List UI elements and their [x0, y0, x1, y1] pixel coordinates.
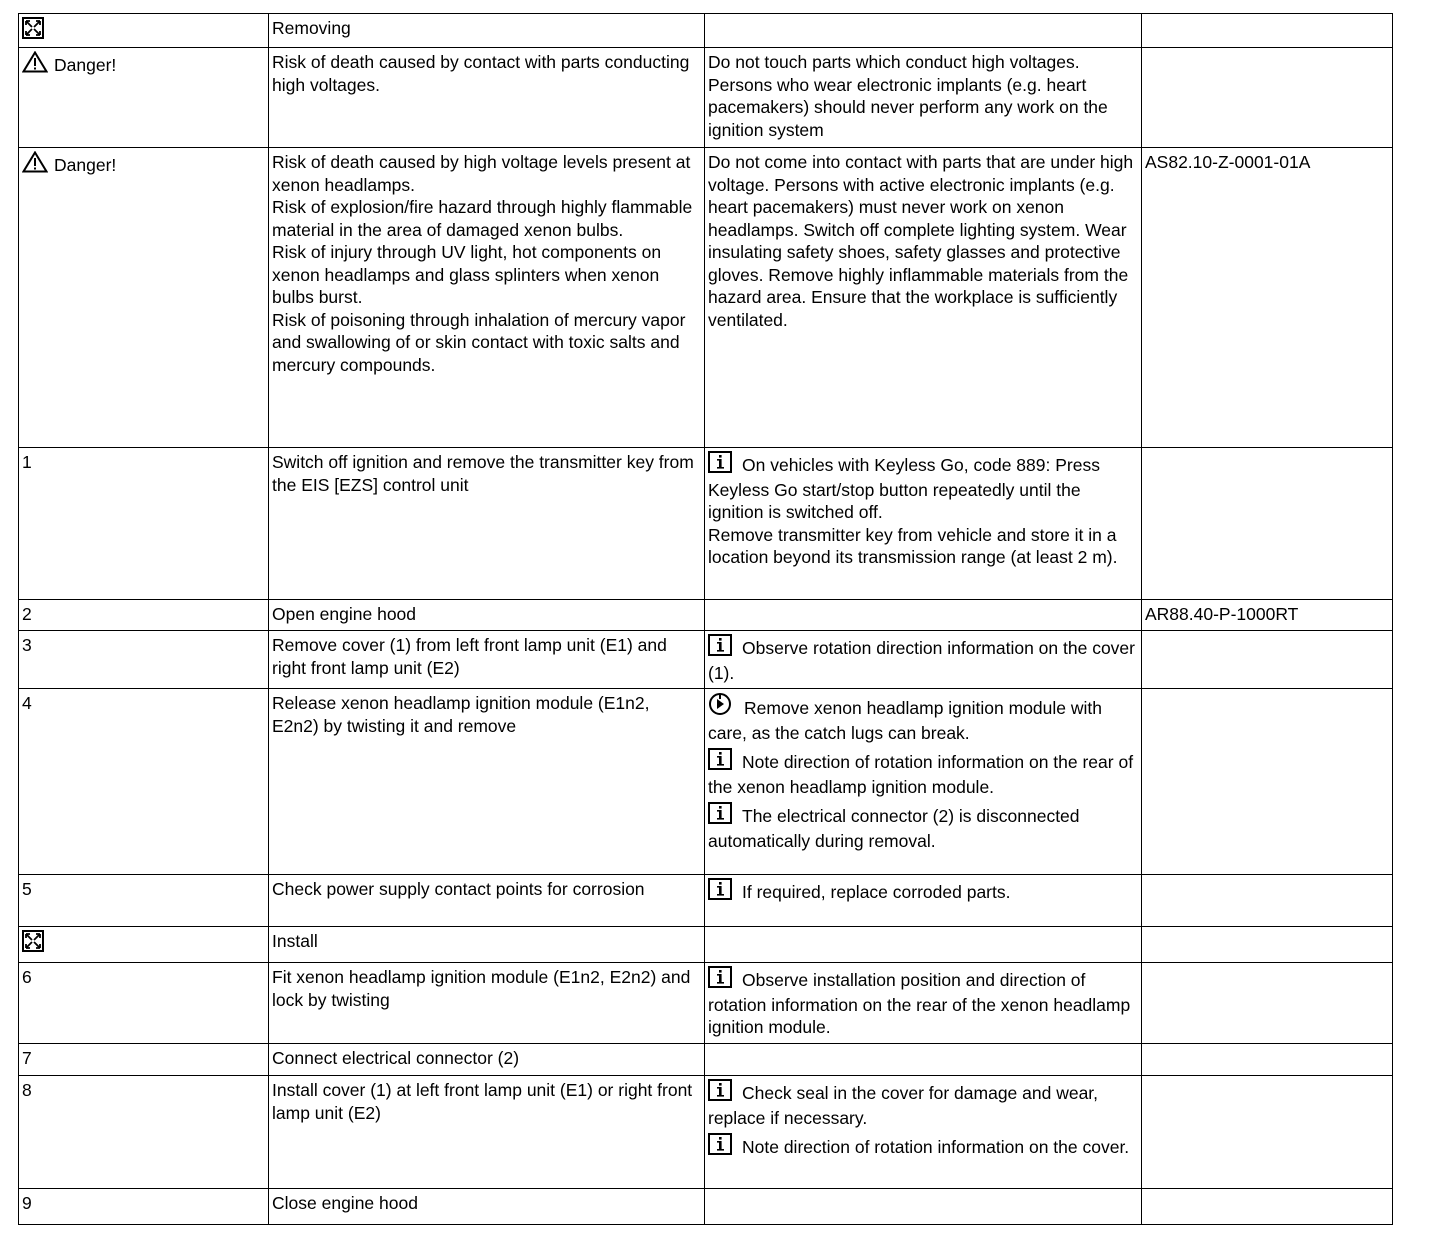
step-cell — [19, 927, 269, 963]
step-cell — [19, 631, 269, 689]
install-icon — [22, 936, 44, 956]
reference-cell — [1142, 927, 1393, 963]
info-icon — [708, 634, 732, 662]
work-step-cell — [269, 14, 705, 48]
reference-code: AS82.10-Z-0001-01A — [1145, 152, 1311, 172]
info-icon — [708, 802, 732, 830]
note — [708, 451, 1138, 569]
danger-label: Danger! — [54, 55, 117, 75]
step-number: 6 — [22, 967, 32, 987]
info-icon — [708, 878, 732, 906]
work-step-text: Connect electrical connector (2) — [272, 1048, 520, 1068]
work-step-cell — [269, 927, 705, 963]
step-cell — [19, 689, 269, 875]
section-label: Install — [272, 931, 318, 951]
work-step-cell — [269, 1044, 705, 1076]
step-number: 5 — [22, 879, 32, 899]
table-row — [19, 148, 1393, 448]
work-step-text: Switch off ignition and remove the transmitter key from the EIS [EZS] control unit — [272, 452, 694, 495]
reference-cell — [1142, 14, 1393, 48]
note-cell — [705, 963, 1142, 1044]
risk-cell — [269, 48, 705, 148]
note-cell — [705, 600, 1142, 631]
step-number: 3 — [22, 635, 32, 655]
risk-text: Risk of explosion/fire hazard through highly flammable material in the area of damaged xenon bulbs. — [272, 197, 693, 240]
table-row — [19, 963, 1393, 1044]
table-row — [19, 631, 1393, 689]
removing-icon — [22, 23, 44, 43]
note-cell — [705, 448, 1142, 600]
measure-text: Do not touch parts which conduct high voltages. Persons who wear electronic implants (e.g. heart pacemakers) should never perform any work on the ignition system — [708, 52, 1108, 140]
info-icon — [708, 748, 732, 776]
reference-cell — [1142, 448, 1393, 600]
note — [708, 634, 1138, 684]
info-icon — [708, 451, 732, 479]
note — [708, 1079, 1138, 1129]
step-cell — [19, 14, 269, 48]
step-number: 7 — [22, 1048, 32, 1068]
work-step-text: Release xenon headlamp ignition module (E1n2, E2n2) by twisting it and remove — [272, 693, 650, 736]
step-cell — [19, 1189, 269, 1225]
work-step-cell — [269, 1189, 705, 1225]
work-step-text: Close engine hood — [272, 1193, 418, 1213]
risk-cell — [269, 148, 705, 448]
note-cell — [705, 14, 1142, 48]
note — [708, 692, 1138, 744]
table-row — [19, 600, 1393, 631]
table-row — [19, 1189, 1393, 1225]
risk-text: Risk of death caused by contact with parts conducting high voltages. — [272, 52, 690, 95]
note-cell — [705, 689, 1142, 875]
section-label: Removing — [272, 18, 351, 38]
step-cell — [19, 448, 269, 600]
info-icon — [708, 1133, 732, 1161]
table-row — [19, 927, 1393, 963]
reference-cell — [1142, 1189, 1393, 1225]
risk-text: Risk of death caused by high voltage levels present at xenon headlamps. — [272, 152, 691, 195]
note — [708, 748, 1138, 798]
measure-text: Do not come into contact with parts that are under high voltage. Persons with active electronic implants (e.g. heart pacemakers) must never work on xenon headlamps. Switch off complete lighting system. Wear insulating safety shoes, safety glasses and protective gloves. Remove highly inflammable materials from the hazard area. Ensure that the workplace is sufficiently ventilated. — [708, 152, 1134, 330]
reference-cell — [1142, 600, 1393, 631]
step-number: 4 — [22, 693, 32, 713]
procedure-table — [18, 13, 1393, 1225]
step-number: 9 — [22, 1193, 32, 1213]
note-cell — [705, 927, 1142, 963]
work-step-text: Check power supply contact points for corrosion — [272, 879, 645, 899]
table-row — [19, 14, 1393, 48]
step-number: 1 — [22, 452, 32, 472]
step-cell — [19, 963, 269, 1044]
reference-cell — [1142, 1076, 1393, 1189]
work-step-cell — [269, 875, 705, 927]
note-text: Observe rotation direction information on the cover (1). — [708, 638, 1135, 683]
step-cell — [19, 1076, 269, 1189]
table-row — [19, 1044, 1393, 1076]
note — [708, 966, 1138, 1039]
note-cell — [705, 631, 1142, 689]
danger-icon — [22, 51, 48, 79]
risk-text: Risk of poisoning through inhalation of mercury vapor and swallowing of or skin contact with toxic salts and mercury compounds. — [272, 309, 686, 375]
note-text: If required, replace corroded parts. — [742, 882, 1011, 902]
note-cell — [705, 875, 1142, 927]
reference-cell — [1142, 48, 1393, 148]
note-text: On vehicles with Keyless Go, code 889: Press Keyless Go start/stop button repeatedly until the ignition is switched off. Remove transmitter key from vehicle and store it in a location beyond its transmission range (at least 2 m). — [708, 455, 1118, 567]
work-step-text: Remove cover (1) from left front lamp unit (E1) and right front lamp unit (E2) — [272, 635, 667, 678]
note-text: Note direction of rotation information on the cover. — [742, 1137, 1130, 1157]
reference-cell — [1142, 148, 1393, 448]
work-step-cell — [269, 1076, 705, 1189]
info-icon — [708, 966, 732, 994]
step-cell — [19, 48, 269, 148]
note — [708, 802, 1138, 852]
reference-cell — [1142, 963, 1393, 1044]
table-row — [19, 448, 1393, 600]
note-text: Remove xenon headlamp ignition module with care, as the catch lugs can break. — [708, 698, 1102, 743]
work-step-cell — [269, 448, 705, 600]
note-text: Check seal in the cover for damage and wear, replace if necessary. — [708, 1083, 1099, 1128]
measure-cell — [705, 148, 1142, 448]
work-step-cell — [269, 600, 705, 631]
measure-cell — [705, 48, 1142, 148]
table-row — [19, 1076, 1393, 1189]
step-cell — [19, 600, 269, 631]
step-cell — [19, 875, 269, 927]
reference-cell — [1142, 631, 1393, 689]
reference-cell — [1142, 689, 1393, 875]
note-cell — [705, 1076, 1142, 1189]
note-cell — [705, 1189, 1142, 1225]
danger-icon — [22, 151, 48, 179]
reference-code: AR88.40-P-1000RT — [1145, 604, 1299, 624]
step-cell — [19, 148, 269, 448]
work-step-text: Open engine hood — [272, 604, 417, 624]
table-row — [19, 875, 1393, 927]
step-number: 8 — [22, 1080, 32, 1100]
risk-text: Risk of injury through UV light, hot components on xenon headlamps and glass splinters when xenon bulbs burst. — [272, 242, 662, 307]
note-text: Note direction of rotation information on the rear of the xenon headlamp ignition module. — [708, 752, 1134, 797]
note-cell — [705, 1044, 1142, 1076]
reference-cell — [1142, 875, 1393, 927]
work-step-cell — [269, 963, 705, 1044]
info-icon — [708, 1079, 732, 1107]
note-text: Observe installation position and direction of rotation information on the rear of the xenon headlamp ignition module. — [708, 970, 1131, 1037]
table-row — [19, 48, 1393, 148]
work-step-text: Install cover (1) at left front lamp unit (E1) or right front lamp unit (E2) — [272, 1080, 693, 1123]
work-step-cell — [269, 689, 705, 875]
note-text: The electrical connector (2) is disconnected automatically during removal. — [708, 806, 1080, 851]
reference-cell — [1142, 1044, 1393, 1076]
danger-label: Danger! — [54, 155, 117, 175]
step-number: 2 — [22, 604, 32, 624]
work-step-cell — [269, 631, 705, 689]
step-cell — [19, 1044, 269, 1076]
caution-icon — [708, 692, 734, 722]
note — [708, 878, 1138, 906]
table-row — [19, 689, 1393, 875]
note — [708, 1133, 1138, 1161]
work-step-text: Fit xenon headlamp ignition module (E1n2, E2n2) and lock by twisting — [272, 967, 691, 1010]
